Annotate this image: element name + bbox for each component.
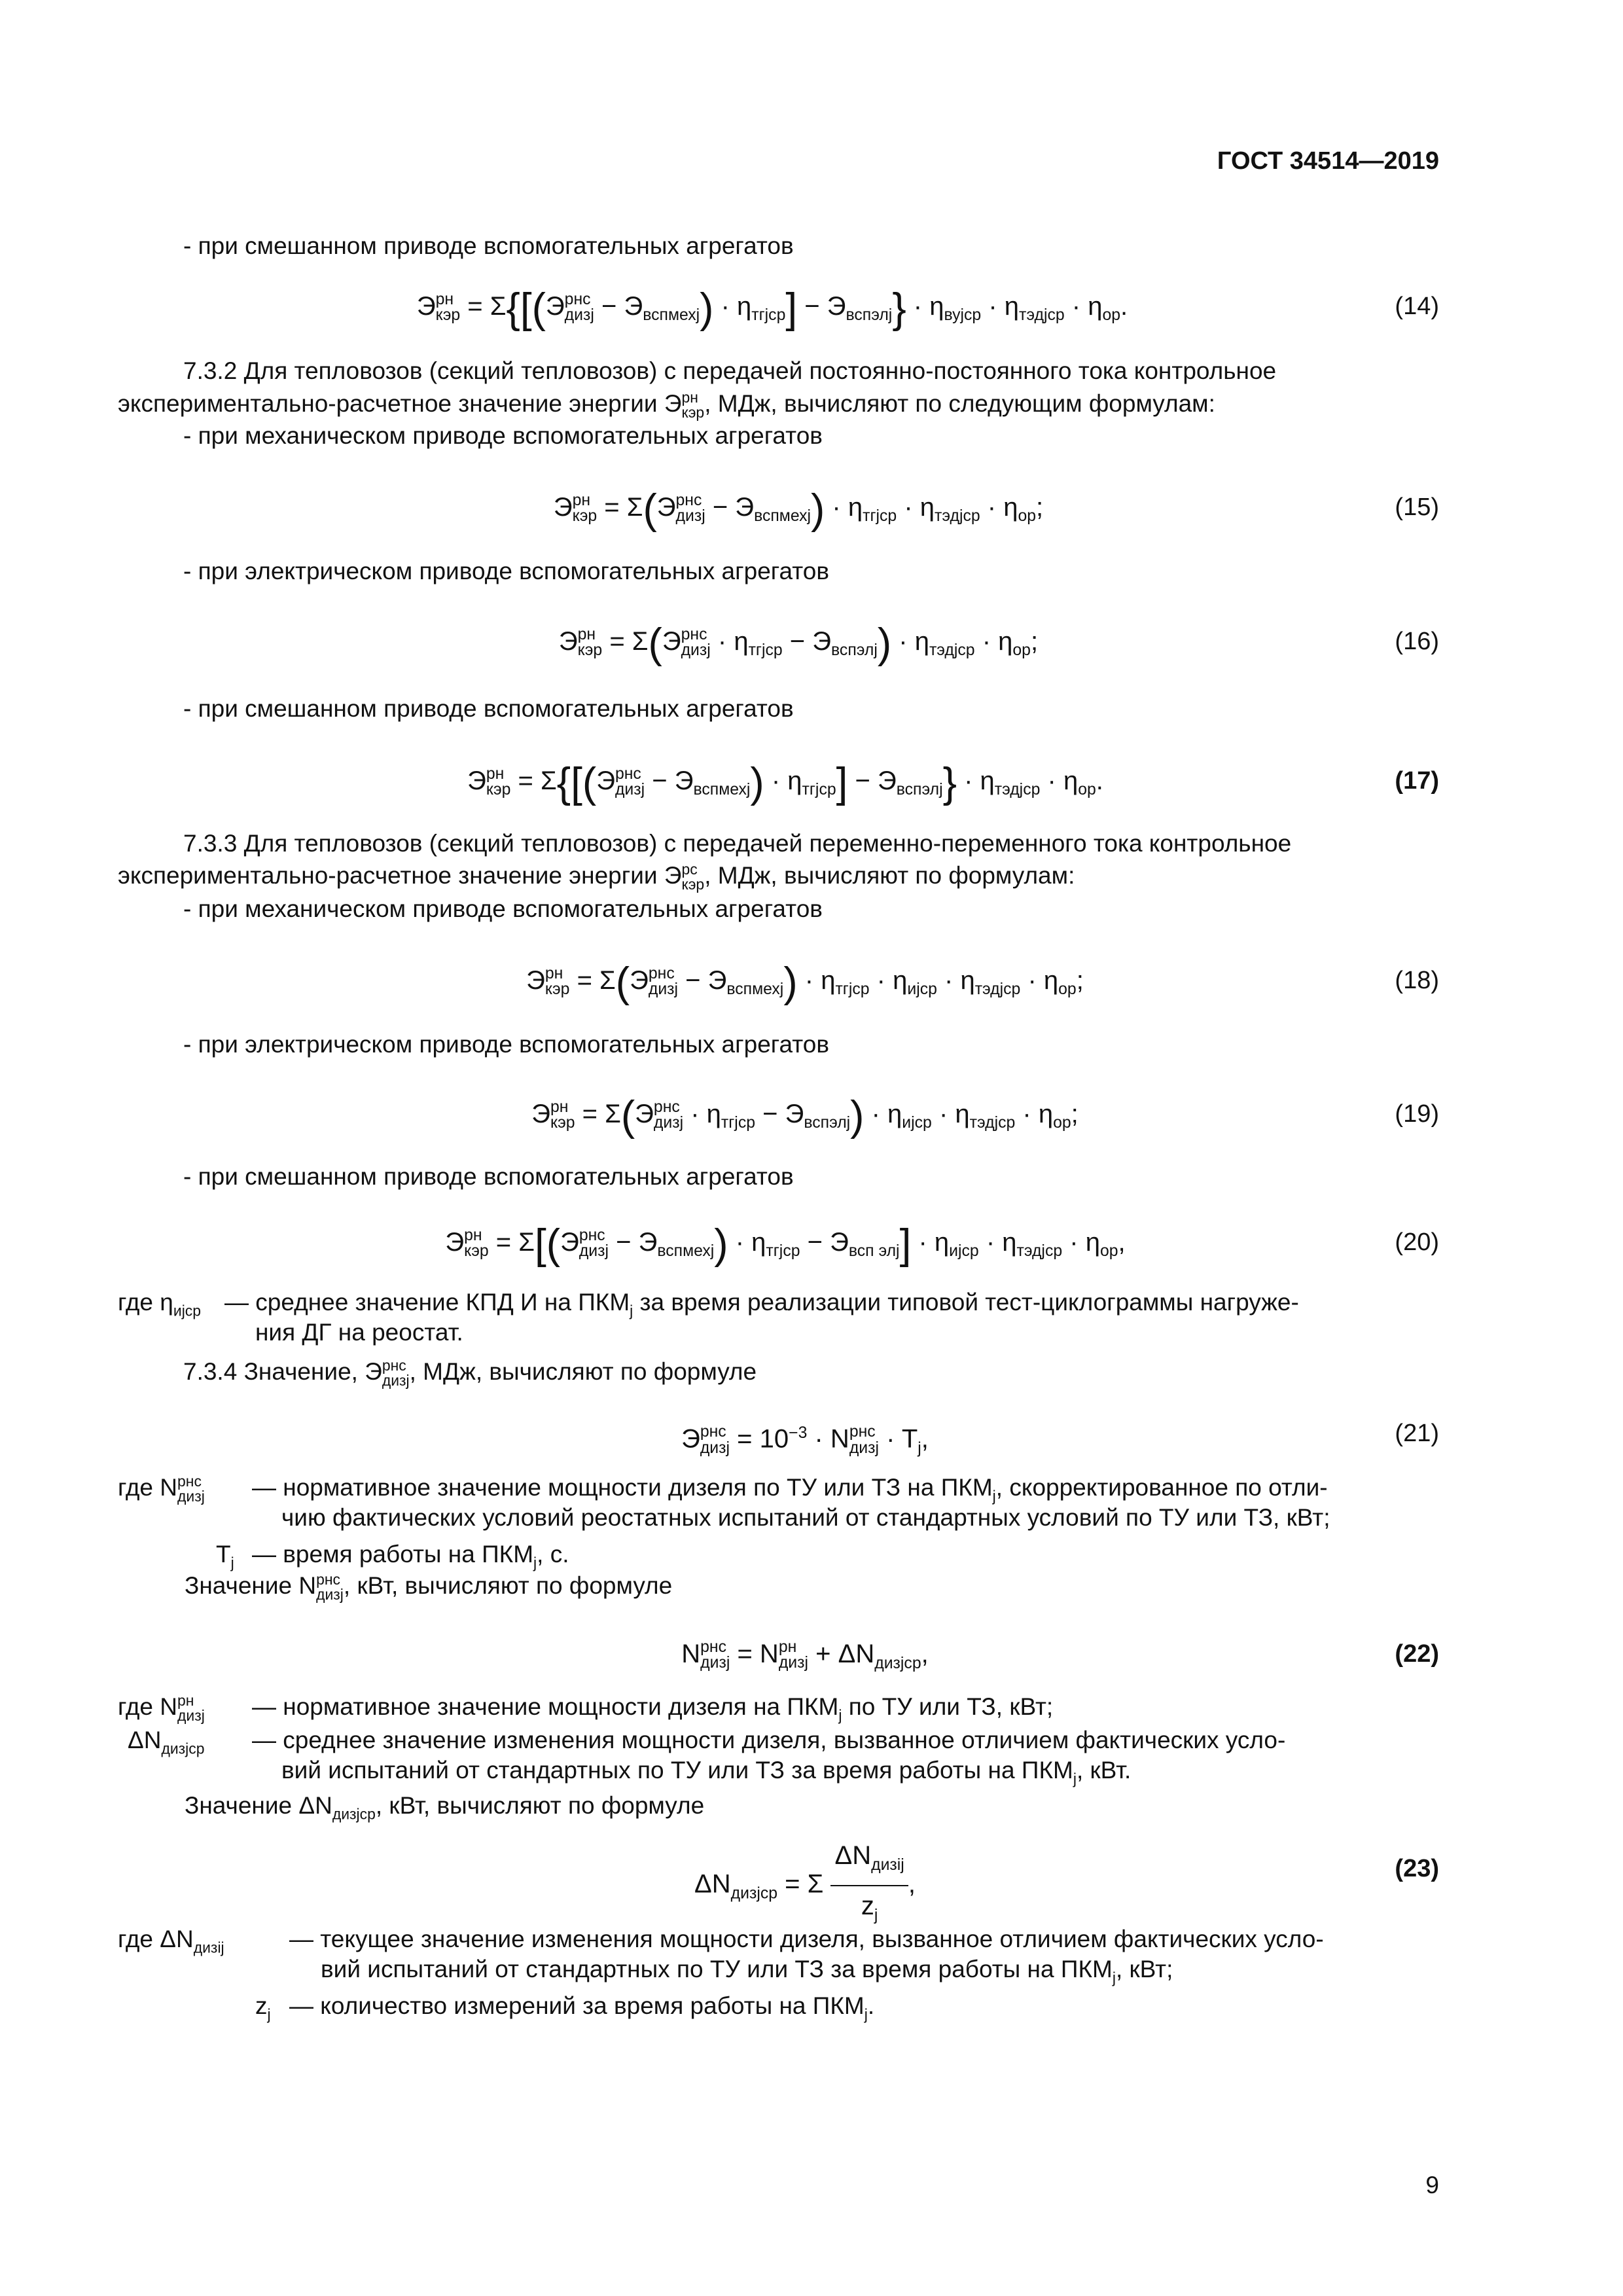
definition-text: — нормативное значение мощности дизеля на $ПКМ_j$ по ТУ или ТЗ, кВт; — [252, 1693, 1054, 1724]
text-line: - при механическом приводе вспомогательных агрегатов — [183, 895, 823, 922]
text-span: , кВт; — [1115, 1956, 1173, 1982]
text-span: экспериментально-расчетное значение энергии — [118, 390, 658, 417]
definition-text: вий испытаний от стандартных по ТУ или ТЗ за время работы на $ПКМ_j$, кВт; — [321, 1956, 1173, 1986]
where-label: где — [118, 1289, 154, 1316]
where-label: где — [118, 1474, 154, 1501]
definition-tj — [118, 1539, 1439, 1570]
equation-number: (19) — [1395, 1100, 1439, 1128]
paragraph-7-3-2-cont: экспериментально-расчетное значение энергии Э рн кэр , МДж, вычисляют по следующим формулам: — [118, 389, 1215, 422]
definition-text: — нормативное значение мощности дизеля по ТУ или ТЗ на $ПКМ_j$, скорректированное по отли- — [252, 1474, 1328, 1505]
definition-text: ния ДГ на реостат. — [255, 1319, 463, 1346]
equation-number: (21) — [1395, 1420, 1439, 1447]
page-number: 9 — [1425, 2172, 1439, 2198]
paragraph-7-3-3-cont: экспериментально-расчетное значение энергии Э рс кэр , МДж, вычисляют по формулам: — [118, 861, 1075, 893]
text-span: Значение — [185, 1572, 293, 1599]
text-span: экспериментально-расчетное значение энергии — [118, 862, 658, 889]
text-span: , кВт, вычисляют по формуле — [375, 1792, 705, 1819]
definition-text: — текущее значение изменения мощности дизеля, вызванное отличием фактических усло- — [289, 1926, 1324, 1952]
equation-number: (18) — [1395, 967, 1439, 994]
text-line: - при электрическом приводе вспомогательных агрегатов — [183, 1031, 829, 1058]
definition-text: — количество измерений за время работы на $ПКМ_j$. — [289, 1992, 875, 2023]
definition-term: где N рн дизj — [118, 1692, 205, 1725]
text-span: , кВт, вычисляют по формуле — [343, 1572, 673, 1599]
definition-term: где N рнс дизj — [118, 1473, 205, 1505]
definition-term: $z_j$ — [255, 1992, 271, 2023]
definition-text: — время работы на $ПКМ_j$, с. — [252, 1541, 569, 1571]
text-line: - при смешанном приводе вспомогательных агрегатов — [183, 1163, 794, 1190]
equation-number: (23) — [1395, 1855, 1439, 1882]
text-span: , МДж, вычисляют по формуле — [409, 1358, 757, 1385]
text-line: 7.3.2 Для тепловозов (секций тепловозов) с передачей постоянно-постоянного тока контрольное — [183, 357, 1277, 384]
where-label: где — [118, 1926, 154, 1952]
text-span: , с. — [537, 1541, 569, 1568]
definition-npn — [118, 1692, 1439, 1725]
paragraph-7-3-2 — [183, 356, 1439, 386]
definition-ndiz — [118, 1473, 1439, 1538]
text-span: . — [867, 1992, 875, 2019]
definition-term: $\Delta N_{дизjср}$ — [128, 1727, 205, 1757]
text-span: — нормативное значение мощности дизеля по ТУ или ТЗ на ПКМ — [252, 1474, 993, 1501]
text-line: Значение N рнс дизj , кВт, вычисляют по формуле — [185, 1571, 673, 1604]
text-span: вий испытаний от стандартных по ТУ или ТЗ за время работы на ПКМ — [281, 1757, 1073, 1784]
definition-dn — [118, 1725, 1439, 1791]
definition-text: — среднее значение изменения мощности дизеля, вызванное отличием фактических усло- — [252, 1727, 1286, 1753]
equation-number: (22) — [1395, 1640, 1439, 1668]
text-span: , кВт. — [1076, 1757, 1132, 1784]
equation-number: (15) — [1395, 493, 1439, 521]
text-span: — количество измерений за время работы на ПКМ — [289, 1992, 865, 2019]
definition-zj — [118, 1991, 1439, 2021]
text-span: Значение — [185, 1792, 293, 1819]
where-label: где — [118, 1693, 154, 1720]
text-line: - при смешанном приводе вспомогательных агрегатов — [183, 232, 794, 259]
definition-dni — [118, 1924, 1439, 1990]
equation-number: (17) — [1395, 767, 1439, 795]
text-line: - при механическом приводе вспомогательных агрегатов — [183, 422, 823, 449]
text-span: вий испытаний от стандартных по ТУ или ТЗ за время работы на ПКМ — [321, 1956, 1113, 1982]
definition-text: чию фактических условий реостатных испытаний от стандартных условий по ТУ или ТЗ, кВт; — [281, 1504, 1330, 1531]
document-header: ГОСТ 34514—2019 — [1217, 147, 1439, 175]
definition-eta-i — [118, 1287, 1439, 1353]
text-span: за время реализации типовой тест-циклограммы нагруже- — [633, 1289, 1299, 1316]
text-line: Значение $\Delta N_{дизjср}$, кВт, вычисляют по формуле — [185, 1792, 705, 1823]
text-line: - при смешанном приводе вспомогательных агрегатов — [183, 695, 794, 722]
text-span: — среднее значение КПД И на ПКМ — [224, 1289, 630, 1316]
definition-term: где $\eta_{иjср}$ — [118, 1289, 202, 1319]
text-span: , скорректированное по отли- — [995, 1474, 1328, 1501]
text-span: — время работы на ПКМ — [252, 1541, 534, 1568]
text-span: , МДж, вычисляют по формулам: — [704, 862, 1075, 889]
definition-term: где $\Delta N_{дизij}$ — [118, 1926, 224, 1956]
text-span: 7.3.4 Значение, — [183, 1358, 358, 1385]
text-span: — нормативное значение мощности дизеля на ПКМ — [252, 1693, 839, 1720]
paragraph-7-3-3: 7.3.3 Для тепловозов (секций тепловозов) с передачей переменно-переменного тока контрольное — [183, 830, 1292, 857]
definition-text: — среднее значение КПД И на $ПКМ_j$ за время реализации типовой тест-циклограммы нагруже- — [224, 1289, 1299, 1319]
equation-number: (16) — [1395, 628, 1439, 655]
equation-number: (14) — [1395, 293, 1439, 320]
definition-text: вий испытаний от стандартных по ТУ или ТЗ за время работы на $ПКМ_j$, кВт. — [281, 1757, 1132, 1787]
definition-term: $T_j$ — [216, 1541, 234, 1571]
text-line: - при электрическом приводе вспомогательных агрегатов — [183, 558, 829, 584]
text-span: , МДж, вычисляют по следующим формулам: — [704, 390, 1215, 417]
paragraph-7-3-4: 7.3.4 Значение, Э рнс дизj , МДж, вычисляют по формуле — [183, 1357, 757, 1390]
equation-number: (20) — [1395, 1229, 1439, 1256]
text-span: по ТУ или ТЗ, кВт; — [842, 1693, 1054, 1720]
